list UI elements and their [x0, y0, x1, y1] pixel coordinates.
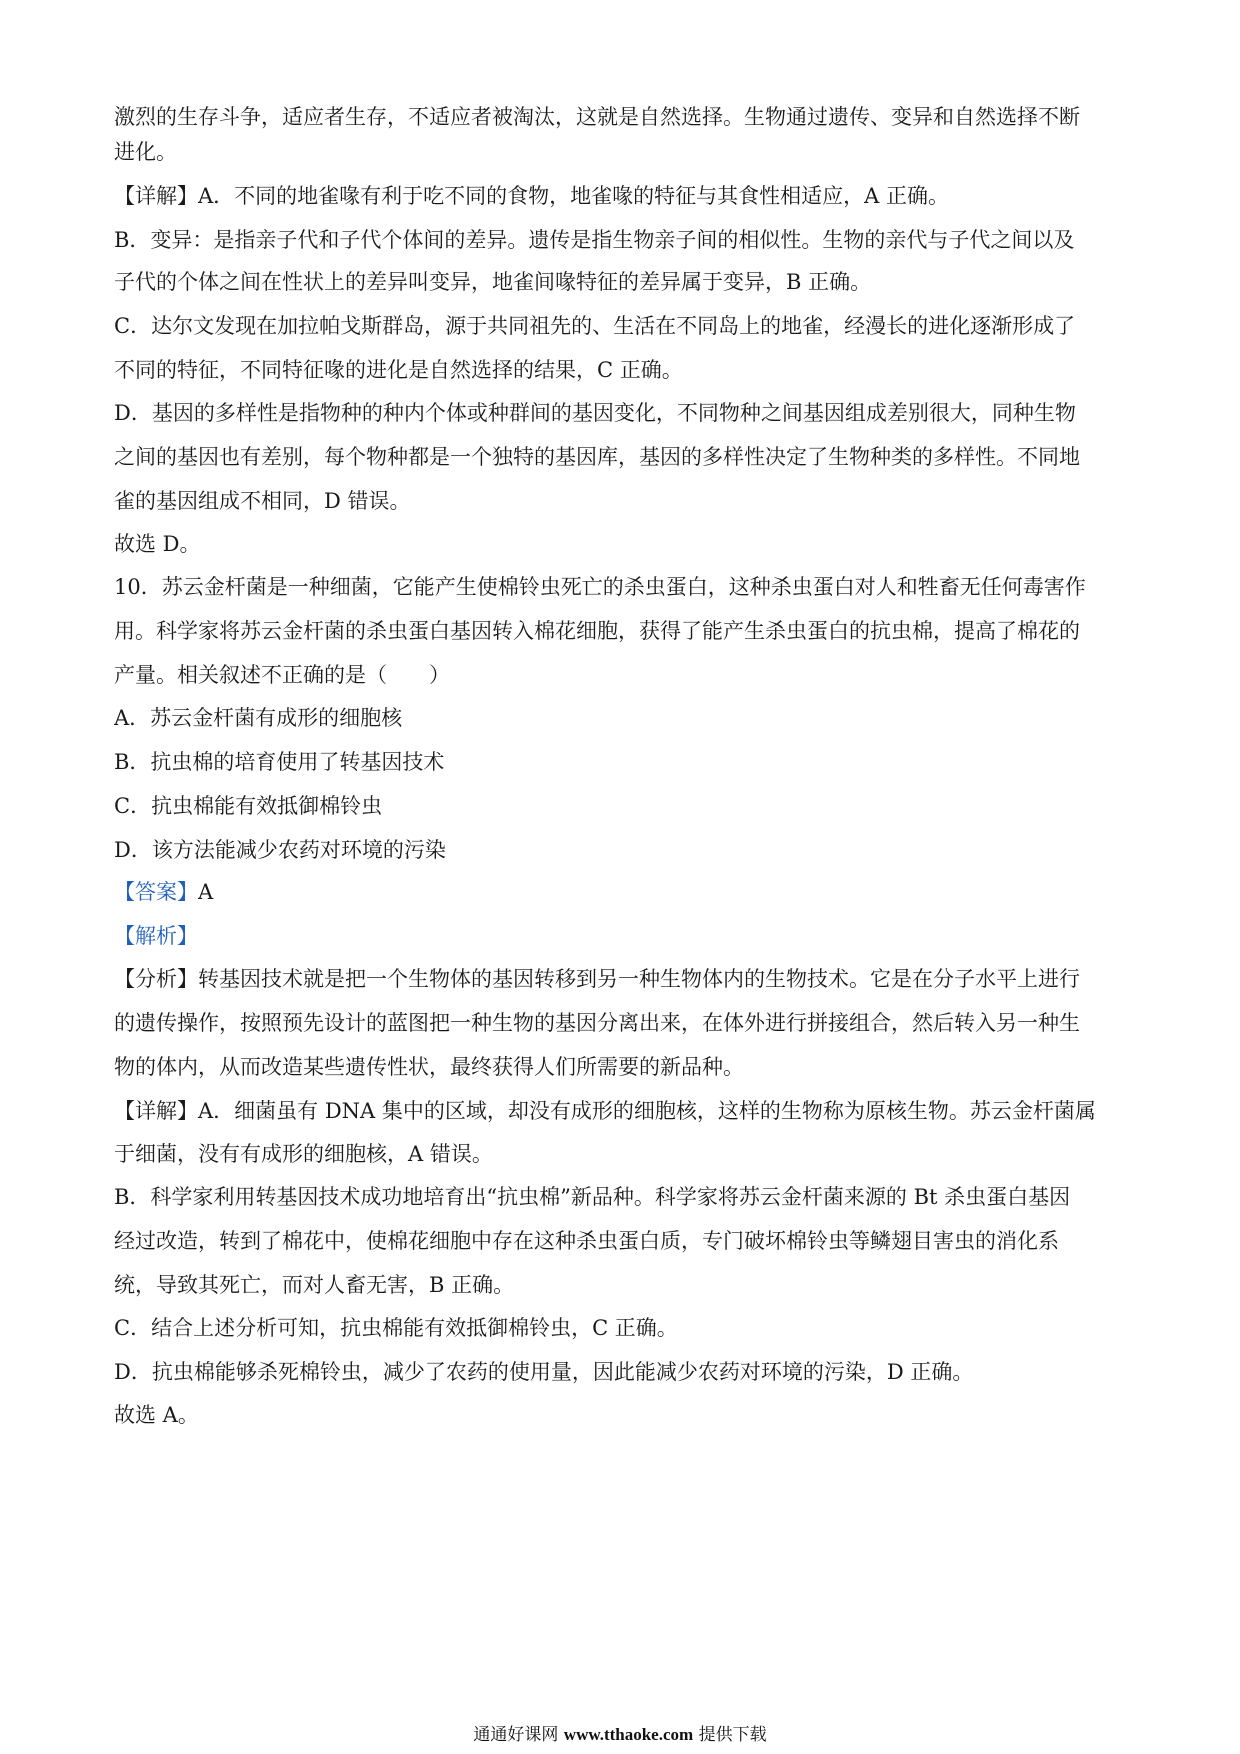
text-line: B．科学家利用转基因技术成功地培育出“抗虫棉”新品种。科学家将苏云金杆菌来源的 Bt 杀虫蛋白基因: [114, 1185, 1071, 1209]
answer-line: [114, 877, 1134, 907]
text-line: 经过改造，转到了棉花中，使棉花细胞中存在这种杀虫蛋白质，专门破坏棉铃虫等鳞翅目害虫的消化系: [114, 1229, 1059, 1253]
text-line: 故选 D。: [114, 532, 201, 556]
text-line: C．达尔文发现在加拉帕戈斯群岛，源于共同祖先的、生活在不同岛上的地雀，经漫长的进化逐渐形成了: [114, 314, 1076, 338]
text-line: 【详解】A．细菌虽有 DNA 集中的区域，却没有成形的细胞核，这样的生物称为原核生物。苏云金杆菌属: [114, 1099, 1096, 1123]
text-line: B．变异：是指亲子代和子代个体间的差异。遗传是指生物亲子间的相似性。生物的亲代与子代之间以及: [114, 228, 1075, 252]
footer-suffix: 提供下载: [698, 1725, 767, 1745]
question-stem: 用。科学家将苏云金杆菌的杀虫蛋白基因转入棉花细胞，获得了能产生杀虫蛋白的抗虫棉，提高了棉花的: [114, 619, 1080, 643]
footer-site: 通通好课网: [473, 1725, 559, 1745]
text-line: 进化。: [114, 140, 177, 164]
text-line: 【分析】转基因技术就是把一个生物体的基因转移到另一种生物体内的生物技术。它是在分子水平上进行: [114, 967, 1080, 991]
text-line: 子代的个体之间在性状上的差异叫变异，地雀间喙特征的差异属于变异，B 正确。: [114, 270, 872, 294]
text-line: 物的体内，从而改造某些遗传性状，最终获得人们所需要的新品种。: [114, 1055, 744, 1079]
answer-value: A: [198, 880, 214, 904]
text-line: 的遗传操作，按照预先设计的蓝图把一种生物的基因分离出来，在体外进行拼接组合，然后转入另一种生: [114, 1011, 1080, 1035]
text-line: 【详解】A．不同的地雀喙有利于吃不同的食物，地雀喙的特征与其食性相适应，A 正确。: [114, 184, 950, 208]
option-c: C．抗虫棉能有效抵御棉铃虫: [114, 794, 383, 818]
page-footer: [0, 1723, 1240, 1747]
analysis-line: [114, 921, 1134, 951]
option-d: D．该方法能减少农药对环境的污染: [114, 838, 446, 862]
option-a: A．苏云金杆菌有成形的细胞核: [114, 706, 403, 730]
text-line: C．结合上述分析可知，抗虫棉能有效抵御棉铃虫，C 正确。: [114, 1316, 678, 1340]
text-line: D．基因的多样性是指物种的种内个体或种群间的基因变化，不同物种之间基因组成差别很大，同种生物: [114, 401, 1076, 425]
text-line: 之间的基因也有差别，每个物种都是一个独特的基因库，基因的多样性决定了生物种类的多样性。不同地: [114, 445, 1080, 469]
text-line: 故选 A。: [114, 1403, 199, 1427]
option-b: B．抗虫棉的培育使用了转基因技术: [114, 750, 445, 774]
footer-url[interactable]: www.tthaoke.com: [563, 1725, 694, 1744]
answer-tag: 【答案】: [114, 880, 198, 904]
text-line: 激烈的生存斗争，适应者生存，不适应者被淘汰，这就是自然选择。生物通过遗传、变异和自然选择不断: [114, 105, 1080, 129]
question-stem: 产量。相关叙述不正确的是（ ）: [114, 663, 450, 687]
question-stem: 10．苏云金杆菌是一种细菌，它能产生使棉铃虫死亡的杀虫蛋白，这种杀虫蛋白对人和牲畜无任何毒害作: [114, 575, 1086, 599]
text-line: D．抗虫棉能够杀死棉铃虫，减少了农药的使用量，因此能减少农药对环境的污染，D 正确。: [114, 1360, 974, 1384]
analysis-tag: 【解析】: [114, 924, 198, 948]
text-line: 不同的特征，不同特征喙的进化是自然选择的结果，C 正确。: [114, 358, 683, 382]
text-line: 统，导致其死亡，而对人畜无害，B 正确。: [114, 1273, 515, 1297]
text-line: 雀的基因组成不相同，D 错误。: [114, 489, 411, 513]
text-line: 于细菌，没有有成形的细胞核，A 错误。: [114, 1142, 493, 1166]
